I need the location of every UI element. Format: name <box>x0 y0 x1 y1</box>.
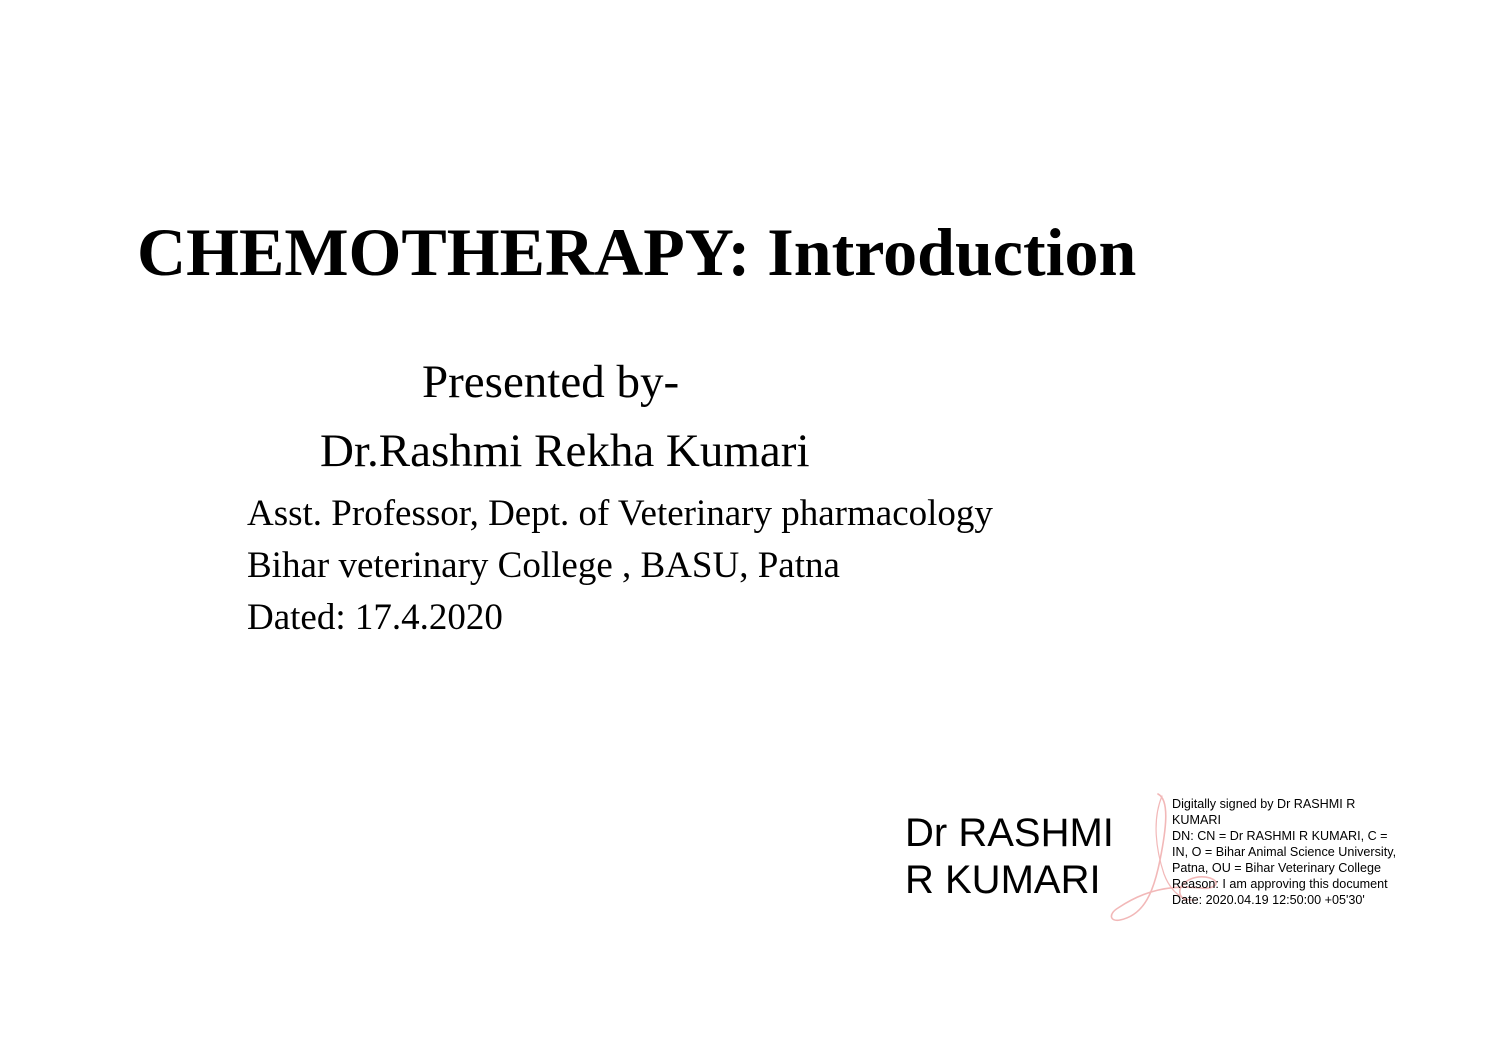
signature-detail-line: Digitally signed by Dr RASHMI R <box>1172 797 1356 811</box>
signature-detail-line: Date: 2020.04.19 12:50:00 +05'30' <box>1172 893 1365 907</box>
presented-by-label: Presented by- <box>422 356 680 408</box>
slide-title: CHEMOTHERAPY: Introduction <box>137 214 1137 290</box>
presenter-name: Dr.Rashmi Rekha Kumari <box>320 425 810 477</box>
signature-detail-line: IN, O = Bihar Animal Science University, <box>1172 845 1397 859</box>
signature-name <box>905 810 1114 904</box>
signature-detail-line: KUMARI <box>1172 813 1221 827</box>
presentation-date: Dated: 17.4.2020 <box>247 597 503 638</box>
signature-detail-line: DN: CN = Dr RASHMI R KUMARI, C = <box>1172 829 1388 843</box>
signature-detail-line: Reason: I am approving this document <box>1172 877 1388 891</box>
signature-detail-line: Patna, OU = Bihar Veterinary College <box>1172 861 1381 875</box>
signature-details <box>1172 796 1396 908</box>
presenter-designation: Asst. Professor, Dept. of Veterinary pharmacology <box>247 493 993 534</box>
presenter-institution: Bihar veterinary College , BASU, Patna <box>247 545 840 586</box>
signature-name-line-2: R KUMARI <box>905 858 1101 903</box>
signature-name-line-1: Dr RASHMI <box>905 811 1114 855</box>
